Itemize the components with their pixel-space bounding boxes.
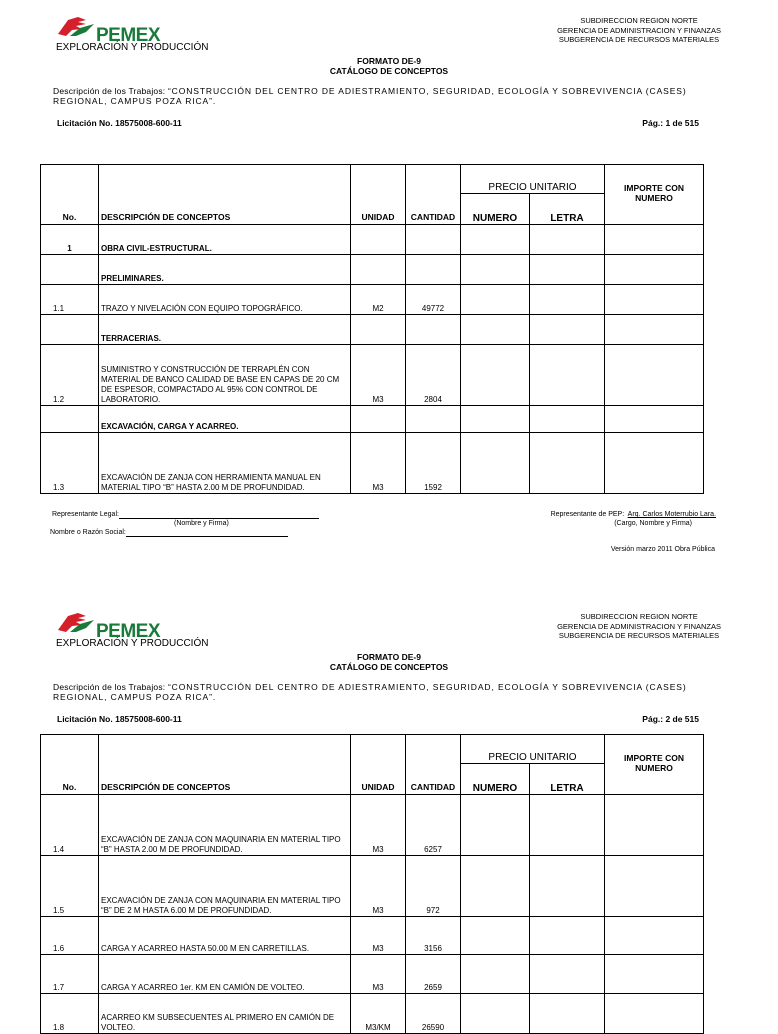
- page-number: Pág.: 2 de 515: [642, 714, 699, 724]
- table-row: [41, 994, 704, 1034]
- licitacion-number: Licitación No. 18575008-600-11: [57, 714, 182, 724]
- row-qty: [406, 406, 461, 433]
- row-importe-cell: [605, 406, 704, 433]
- table-row: [41, 285, 704, 315]
- catalogo-title: CATÁLOGO DE CONCEPTOS: [329, 66, 449, 76]
- signature-line: [119, 512, 319, 519]
- row-unit: M2: [351, 285, 406, 315]
- table-row: [41, 955, 704, 994]
- row-importe-cell: [605, 345, 704, 406]
- document-title: [0, 652, 778, 672]
- department-line: SUBDIRECCION REGION NORTE: [580, 16, 698, 25]
- row-importe-cell: [605, 795, 704, 856]
- row-description: OBRA CIVIL-ESTRUCTURAL.: [99, 225, 351, 255]
- row-description: EXCAVACIÓN DE ZANJA CON MAQUINARIA EN MATERIAL TIPO “B” HASTA 2.00 M DE PROFUNDIDAD.: [99, 795, 351, 856]
- row-letra-cell: [530, 955, 605, 994]
- work-description: [53, 86, 718, 106]
- table-row: [41, 856, 704, 917]
- row-numero-cell: [461, 433, 530, 494]
- pemex-eagle-icon: [56, 14, 96, 40]
- row-unit: M3/KM: [351, 994, 406, 1034]
- row-qty: 1592: [406, 433, 461, 494]
- logo-wordmark: PEMEX: [96, 621, 161, 642]
- row-no: 1.5: [41, 856, 99, 917]
- row-description: CARGA Y ACARREO 1er. KM EN CAMIÓN DE VOLTEO.: [99, 955, 351, 994]
- description-label: Descripción de los Trabajos:: [53, 682, 166, 692]
- row-numero-cell: [461, 406, 530, 433]
- department-line: GERENCIA DE ADMINISTRACION Y FINANZAS: [557, 621, 721, 631]
- row-importe-cell: [605, 433, 704, 494]
- row-no: [41, 315, 99, 345]
- description-text: “CONSTRUCCIÓN DEL CENTRO DE ADIESTRAMIENTO, SEGURIDAD, ECOLOGÍA Y SOBREVIVENCIA (CASES) REGIONAL, CAMPUS POZA RICA”.: [53, 86, 687, 106]
- table-row: [41, 345, 704, 406]
- row-letra-cell: [530, 856, 605, 917]
- row-unit: [351, 255, 406, 285]
- row-qty: [406, 315, 461, 345]
- header-no: No.: [41, 735, 99, 795]
- pemex-eagle-icon: [56, 610, 96, 636]
- nombre-firma-caption: (Nombre y Firma): [174, 520, 229, 527]
- row-qty: 6257: [406, 795, 461, 856]
- row-qty: 2659: [406, 955, 461, 994]
- row-no: 1.6: [41, 917, 99, 955]
- row-letra-cell: [530, 917, 605, 955]
- department-line: SUBDIRECCION REGION NORTE: [580, 612, 698, 621]
- table-row: [41, 795, 704, 856]
- logo-wordmark: PEMEX: [96, 25, 161, 46]
- department-line: SUBGERENCIA DE RECURSOS MATERIALES: [558, 631, 720, 640]
- row-description: CARGA Y ACARREO HASTA 50.00 M EN CARRETILLAS.: [99, 917, 351, 955]
- pemex-logo: [56, 610, 256, 654]
- row-importe-cell: [605, 856, 704, 917]
- row-qty: [406, 255, 461, 285]
- row-letra-cell: [530, 315, 605, 345]
- row-letra-cell: [530, 255, 605, 285]
- row-description: EXCAVACIÓN DE ZANJA CON MAQUINARIA EN MATERIAL TIPO “B” DE 2 M HASTA 6.00 M DE PROFUNDIDAD.: [99, 856, 351, 917]
- row-no: 1.3: [41, 433, 99, 494]
- row-letra-cell: [530, 795, 605, 856]
- row-importe-cell: [605, 955, 704, 994]
- table-row: [41, 315, 704, 345]
- concepts-table: [40, 734, 704, 1034]
- row-unit: [351, 225, 406, 255]
- pep-representative-block: [551, 510, 716, 528]
- row-description: EXCAVACIÓN DE ZANJA CON HERRAMIENTA MANUAL EN MATERIAL TIPO “B” HASTA 2.00 M DE PROFUNDIDAD.: [99, 433, 351, 494]
- rep-pep-label: Representante de PEP:: [550, 511, 625, 518]
- legal-representative-block: [50, 510, 319, 537]
- department-line: GERENCIA DE ADMINISTRACION Y FINANZAS: [557, 25, 721, 35]
- header-precio-unitario: PRECIO UNITARIO: [461, 165, 605, 194]
- row-numero-cell: [461, 255, 530, 285]
- catalogo-title: CATÁLOGO DE CONCEPTOS: [329, 662, 449, 672]
- logo-subtitle: EXPLORACIÓN Y PRODUCCIÓN: [56, 638, 209, 649]
- row-qty: [406, 225, 461, 255]
- header-numero: NUMERO: [461, 194, 530, 225]
- description-text: “CONSTRUCCIÓN DEL CENTRO DE ADIESTRAMIENTO, SEGURIDAD, ECOLOGÍA Y SOBREVIVENCIA (CASES) REGIONAL, CAMPUS POZA RICA”.: [53, 682, 687, 702]
- header-no: No.: [41, 165, 99, 225]
- row-unit: [351, 315, 406, 345]
- row-unit: M3: [351, 795, 406, 856]
- row-numero-cell: [461, 345, 530, 406]
- pemex-logo: [56, 14, 256, 58]
- row-unit: [351, 406, 406, 433]
- signature-line: [126, 530, 288, 537]
- row-description: SUMINISTRO Y CONSTRUCCIÓN DE TERRAPLÉN CON MATERIAL DE BANCO CALIDAD DE BASE EN CAPAS DE 20 CM DE ESPESOR, COMPACTADO AL 95% CON CONTROL DE LABORATORIO.: [99, 345, 351, 406]
- row-letra-cell: [530, 345, 605, 406]
- row-description: TERRACERIAS.: [99, 315, 351, 345]
- row-qty: 2804: [406, 345, 461, 406]
- department-block: [557, 16, 721, 45]
- row-qty: 972: [406, 856, 461, 917]
- row-numero-cell: [461, 795, 530, 856]
- row-numero-cell: [461, 285, 530, 315]
- department-block: [557, 612, 721, 641]
- header-cantidad: CANTIDAD: [406, 735, 461, 795]
- row-no: [41, 255, 99, 285]
- rep-legal-label: Representante Legal:: [52, 511, 119, 518]
- work-description: [53, 682, 718, 702]
- table-row: [41, 255, 704, 285]
- concepts-table: [40, 164, 704, 494]
- header-importe: IMPORTE CON NUMERO: [605, 165, 704, 225]
- row-qty: 3156: [406, 917, 461, 955]
- row-numero-cell: [461, 315, 530, 345]
- row-letra-cell: [530, 433, 605, 494]
- row-importe-cell: [605, 285, 704, 315]
- row-numero-cell: [461, 225, 530, 255]
- row-numero-cell: [461, 856, 530, 917]
- header-precio-unitario: PRECIO UNITARIO: [461, 735, 605, 764]
- row-qty: 26590: [406, 994, 461, 1034]
- rep-pep-name: Arq. Carlos Moterrubio Lara.: [627, 511, 716, 518]
- table-row: [41, 917, 704, 955]
- header-descripcion: DESCRIPCIÓN DE CONCEPTOS: [99, 165, 351, 225]
- row-description: ACARREO KM SUBSECUENTES AL PRIMERO EN CAMIÓN DE VOLTEO.: [99, 994, 351, 1034]
- formato-title: FORMATO DE-9: [357, 56, 421, 66]
- header-numero: NUMERO: [461, 764, 530, 795]
- document-page-2: [0, 596, 768, 1032]
- row-description: EXCAVACIÓN, CARGA Y ACARREO.: [99, 406, 351, 433]
- document-title: [0, 56, 778, 76]
- header-letra: LETRA: [530, 194, 605, 225]
- row-numero-cell: [461, 955, 530, 994]
- row-importe-cell: [605, 994, 704, 1034]
- header-letra: LETRA: [530, 764, 605, 795]
- licitacion-number: Licitación No. 18575008-600-11: [57, 118, 182, 128]
- row-no: 1.8: [41, 994, 99, 1034]
- description-label: Descripción de los Trabajos:: [53, 86, 166, 96]
- row-no: 1.4: [41, 795, 99, 856]
- row-letra-cell: [530, 285, 605, 315]
- page-number: Pág.: 1 de 515: [642, 118, 699, 128]
- header-descripcion: DESCRIPCIÓN DE CONCEPTOS: [99, 735, 351, 795]
- row-unit: M3: [351, 433, 406, 494]
- row-numero-cell: [461, 994, 530, 1034]
- row-no: 1.7: [41, 955, 99, 994]
- row-unit: M3: [351, 955, 406, 994]
- row-importe-cell: [605, 225, 704, 255]
- header-unidad: UNIDAD: [351, 735, 406, 795]
- table-row: [41, 433, 704, 494]
- row-unit: M3: [351, 917, 406, 955]
- table-row: [41, 225, 704, 255]
- row-unit: M3: [351, 856, 406, 917]
- logo-subtitle: EXPLORACIÓN Y PRODUCCIÓN: [56, 42, 209, 53]
- formato-title: FORMATO DE-9: [357, 652, 421, 662]
- version-note: Versión marzo 2011 Obra Pública: [610, 546, 715, 553]
- row-no: 1.1: [41, 285, 99, 315]
- row-no: [41, 406, 99, 433]
- row-qty: 49772: [406, 285, 461, 315]
- header-cantidad: CANTIDAD: [406, 165, 461, 225]
- row-importe-cell: [605, 917, 704, 955]
- row-no: 1.2: [41, 345, 99, 406]
- header-importe: IMPORTE CON NUMERO: [605, 735, 704, 795]
- razon-social-label: Nombre o Razón Social:: [50, 529, 126, 536]
- row-letra-cell: [530, 994, 605, 1034]
- row-no: 1: [41, 225, 99, 255]
- row-numero-cell: [461, 917, 530, 955]
- row-unit: M3: [351, 345, 406, 406]
- row-letra-cell: [530, 406, 605, 433]
- table-row: [41, 406, 704, 433]
- row-description: TRAZO Y NIVELACIÓN CON EQUIPO TOPOGRÁFICO.: [99, 285, 351, 315]
- department-line: SUBGERENCIA DE RECURSOS MATERIALES: [558, 35, 720, 44]
- cargo-firma-caption: (Cargo, Nombre y Firma): [614, 520, 692, 527]
- row-importe-cell: [605, 255, 704, 285]
- row-letra-cell: [530, 225, 605, 255]
- header-unidad: UNIDAD: [351, 165, 406, 225]
- row-description: PRELIMINARES.: [99, 255, 351, 285]
- row-importe-cell: [605, 315, 704, 345]
